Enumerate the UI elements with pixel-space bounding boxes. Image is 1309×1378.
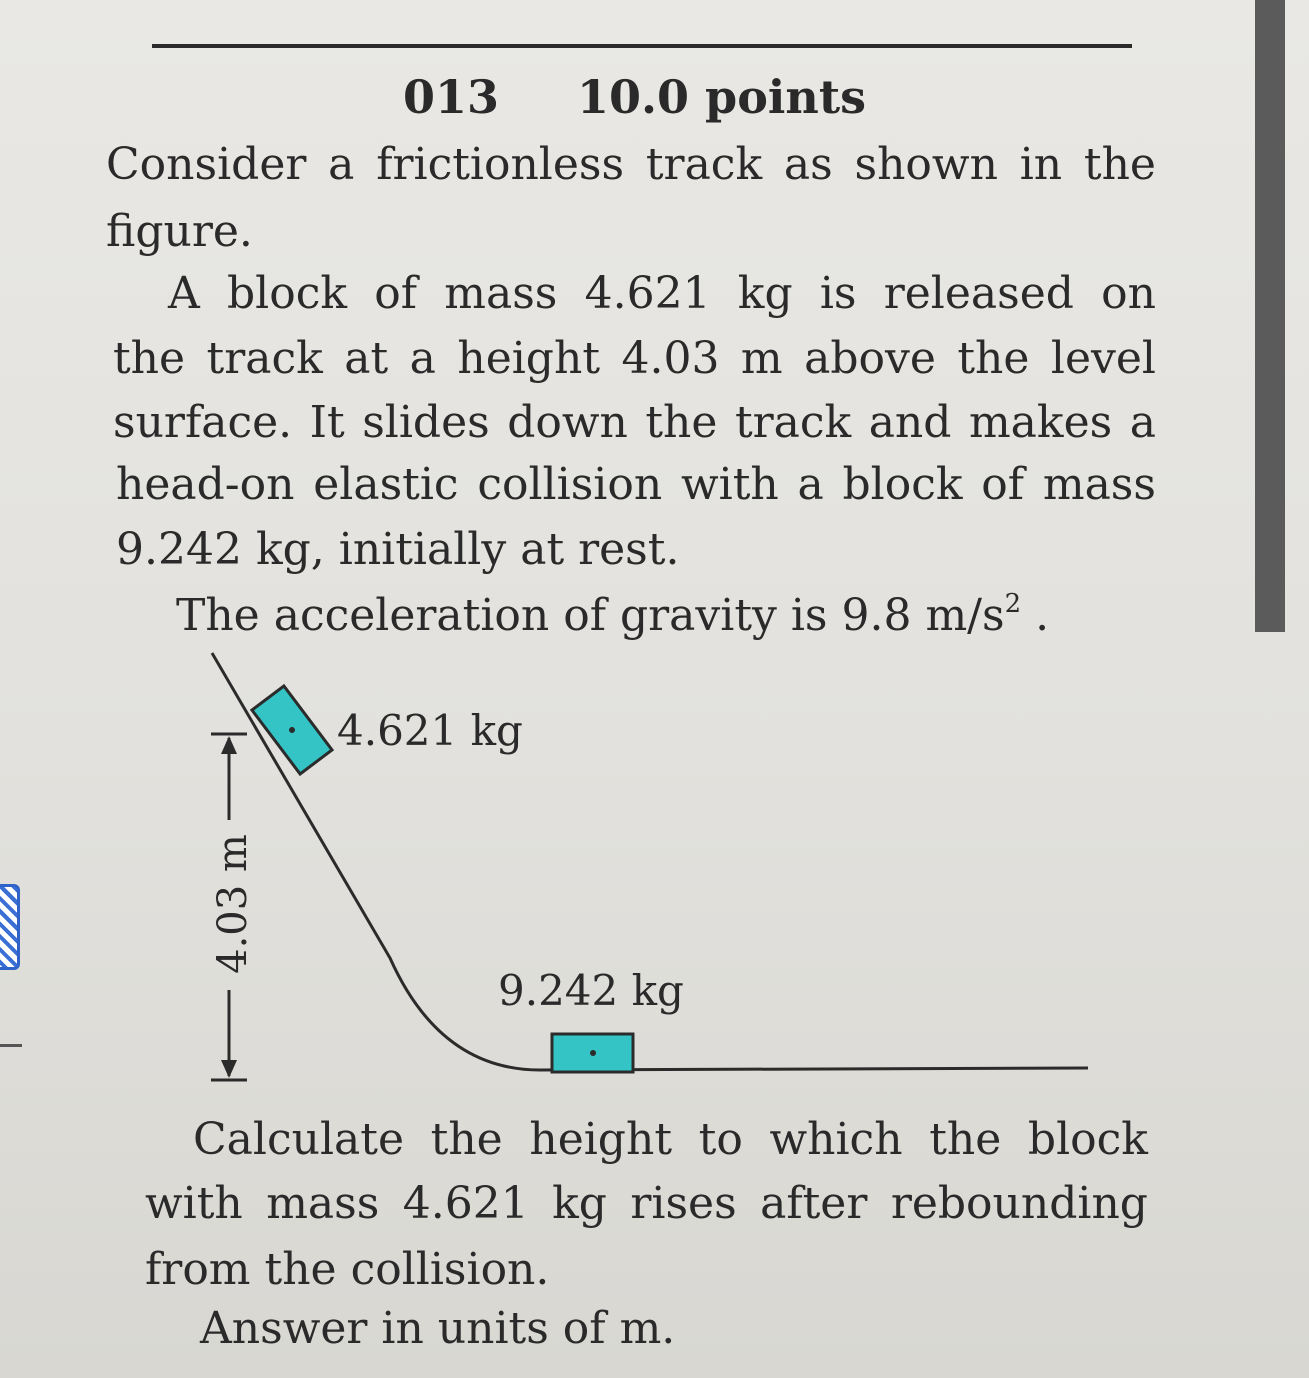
- word: as: [783, 139, 833, 190]
- word: after: [760, 1178, 868, 1229]
- word: track: [734, 397, 852, 448]
- gravity-text: The acceleration of gravity is 9.8 m/s: [176, 590, 1005, 641]
- word: block: [227, 268, 348, 319]
- word: of: [981, 459, 1025, 510]
- word: 4.621: [402, 1178, 529, 1229]
- word: mass: [444, 268, 558, 319]
- word: on: [1101, 268, 1156, 319]
- word: track: [206, 333, 323, 384]
- word: at: [344, 333, 389, 384]
- answer-units: Answer in units of m.: [200, 1303, 676, 1354]
- word: A: [168, 268, 200, 319]
- word: a: [409, 333, 436, 384]
- word: It: [309, 397, 345, 448]
- word: Calculate: [193, 1114, 404, 1165]
- question-points: 10.0 points: [577, 70, 866, 124]
- word: block: [1027, 1114, 1148, 1165]
- word: released: [883, 268, 1074, 319]
- word: a: [797, 459, 824, 510]
- word: collision: [477, 459, 663, 510]
- word: above: [804, 333, 936, 384]
- word: and: [868, 397, 952, 448]
- word: height: [529, 1114, 672, 1165]
- word: the: [645, 397, 718, 448]
- height-label: 4.03 m: [210, 834, 256, 974]
- block-4621: [252, 686, 332, 774]
- arrow-up-icon: [221, 736, 237, 754]
- word: is: [819, 268, 857, 319]
- question-number: 013: [403, 70, 500, 124]
- word: height: [457, 333, 600, 384]
- word: which: [769, 1114, 903, 1165]
- word: a: [328, 139, 355, 190]
- word: block: [842, 459, 963, 510]
- word: of: [374, 268, 418, 319]
- word: elastic: [313, 459, 459, 510]
- word: m: [740, 333, 783, 384]
- question-line: [193, 1114, 1148, 1165]
- word: head-on: [116, 459, 295, 510]
- problem-line: figure.: [106, 206, 253, 257]
- question-line: from the collision.: [145, 1244, 550, 1295]
- word: with: [680, 459, 779, 510]
- word: rises: [630, 1178, 737, 1229]
- word: the: [929, 1114, 1002, 1165]
- block2-label: 9.242 kg: [498, 966, 684, 1015]
- word: makes: [968, 397, 1113, 448]
- word: kg: [552, 1178, 607, 1229]
- word: surface.: [113, 397, 293, 448]
- problem-line: 9.242 kg, initially at rest.: [116, 524, 680, 575]
- word: slides: [362, 397, 490, 448]
- word: Consider: [106, 139, 307, 190]
- word: 4.621: [584, 268, 711, 319]
- block1-label: 4.621 kg: [337, 706, 523, 755]
- word: the: [1083, 139, 1156, 190]
- word: kg: [737, 268, 793, 319]
- word: mass: [1042, 459, 1156, 510]
- gravity-end: .: [1021, 590, 1050, 641]
- word: track: [645, 139, 763, 190]
- word: in: [1019, 139, 1063, 190]
- word: with: [145, 1178, 243, 1229]
- word: the: [113, 333, 186, 384]
- height-dimension: [210, 734, 256, 1080]
- question-line: [145, 1178, 1148, 1229]
- word: a: [1129, 397, 1156, 448]
- word: to: [698, 1114, 743, 1165]
- word: rebounding: [890, 1178, 1148, 1229]
- word: the: [957, 333, 1030, 384]
- arrow-down-icon: [221, 1060, 237, 1078]
- word: frictionless: [376, 139, 625, 190]
- word: 4.03: [621, 333, 720, 384]
- word: shown: [854, 139, 998, 190]
- gravity-exponent: 2: [1004, 589, 1022, 619]
- word: the: [430, 1114, 503, 1165]
- word: level: [1050, 333, 1156, 384]
- block-9242: [552, 1034, 633, 1072]
- word: mass: [266, 1178, 380, 1229]
- word: down: [507, 397, 628, 448]
